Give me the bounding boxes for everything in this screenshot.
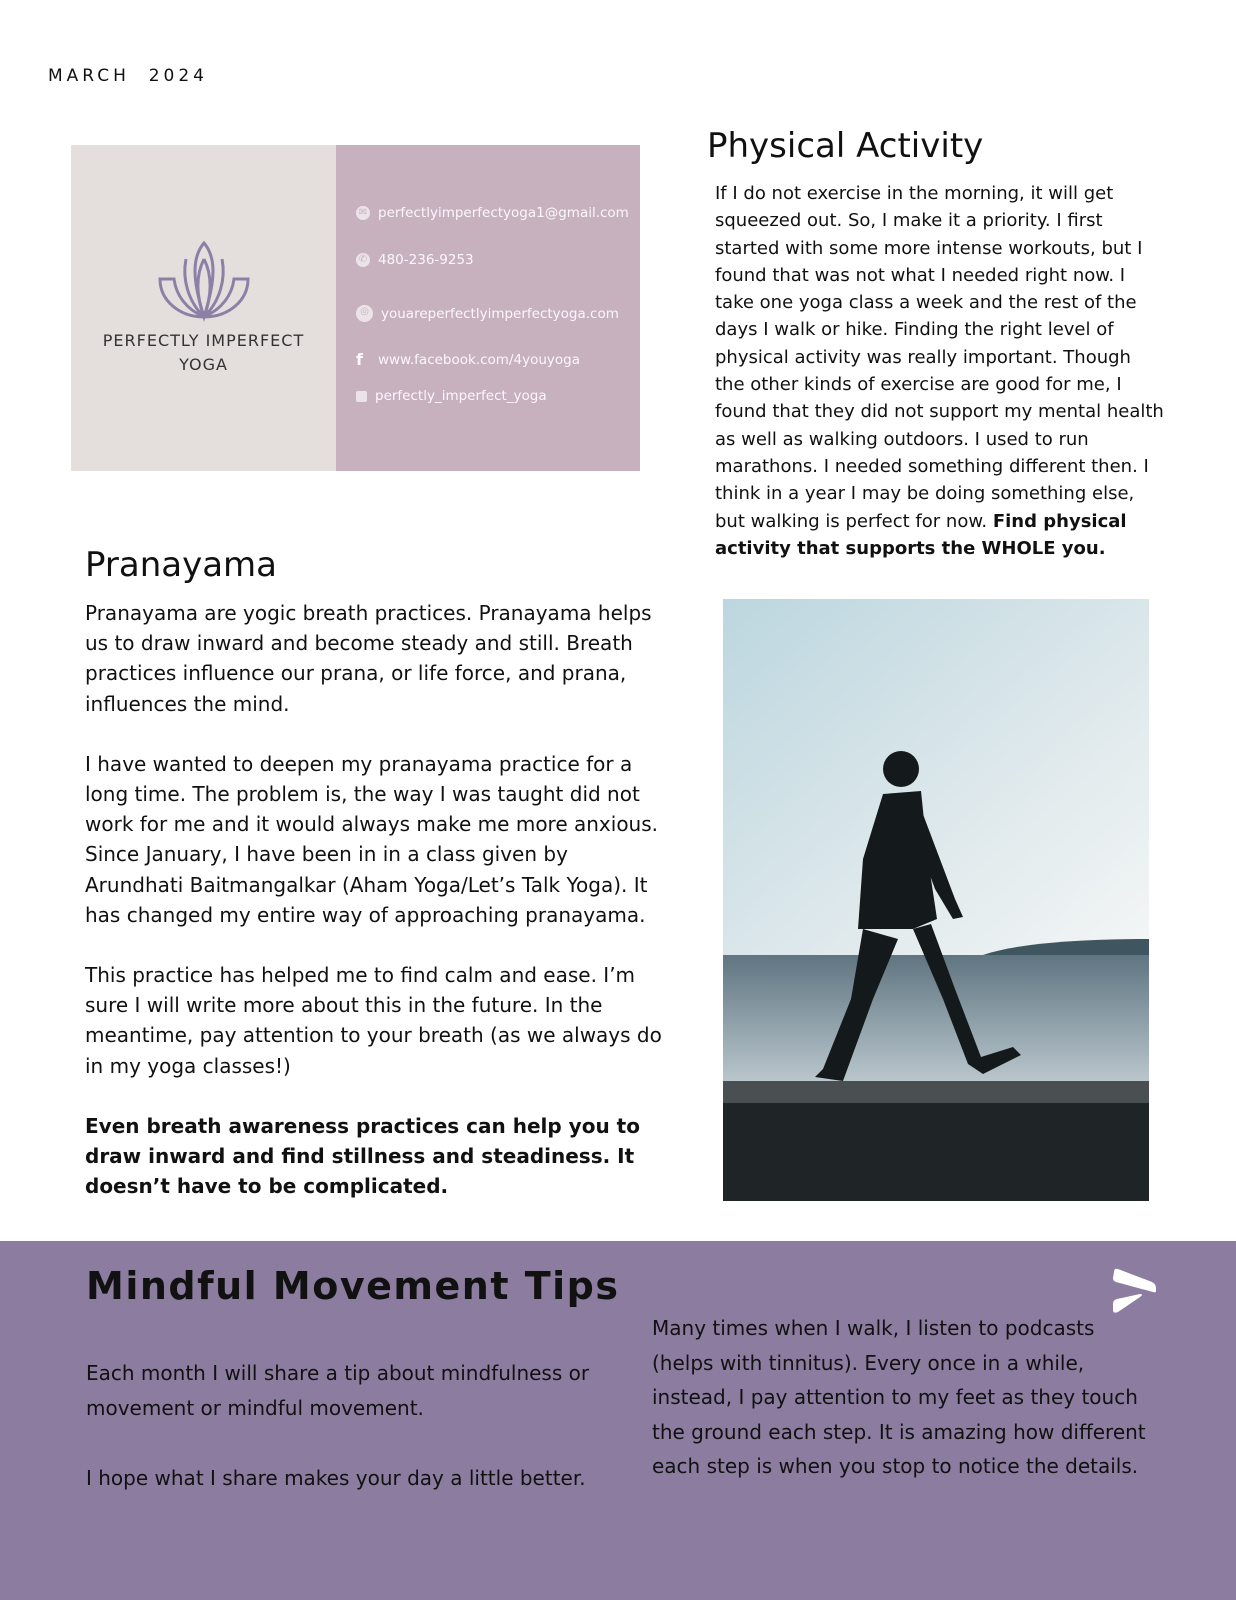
- facebook-text: www.facebook.com/4youyoga: [378, 351, 580, 368]
- pranayama-paragraph: Pranayama are yogic breath practices. Pranayama helps us to draw inward and become steady and still. Breath practices influence our prana, or life force, and prana, influences the mind.: [85, 601, 652, 716]
- tips-intro-paragraph: Each month I will share a tip about mindfulness or movement or mindful movement.: [86, 1361, 590, 1420]
- issue-date: MARCH 2024: [48, 66, 208, 86]
- brand-name-line2: YOGA: [179, 355, 228, 374]
- brand-name-line1: PERFECTLY IMPERFECT: [102, 331, 305, 350]
- card-brand-panel: [71, 145, 336, 471]
- tips-intro: [86, 1356, 626, 1531]
- contact-phone: [356, 252, 474, 268]
- pranayama-paragraph: I have wanted to deepen my pranayama practice for a long time. The problem is, the way I was taught did not work for me and it would always make me more anxious. Since January, I have been in in a class given by Arundhati Baitmangalkar (Aham Yoga/Let’s Talk Yoga). It has changed my entire way of approaching pranayama.: [85, 751, 659, 927]
- instagram-icon: [356, 391, 367, 402]
- email-text: perfectlyimperfectyoga1@gmail.com: [378, 205, 629, 221]
- website-text: youareperfectlyimperfectyoga.com: [381, 305, 619, 322]
- physical-activity-highlight: Find physical activity that supports the WHOLE you.: [715, 510, 1127, 559]
- pranayama-title: Pranayama: [85, 545, 278, 585]
- instagram-text: perfectly_imperfect_yoga: [375, 388, 547, 404]
- play-arrow-logo-icon: [1110, 1268, 1158, 1314]
- physical-activity-body: [715, 180, 1165, 562]
- phone-text: 480-236-9253: [378, 252, 474, 268]
- business-card: [71, 145, 640, 471]
- pranayama-paragraph: This practice has helped me to find calm and ease. I’m sure I will write more about this in the future. In the meantime, pay attention to your breath (as we always do in my yoga classes!): [85, 963, 662, 1078]
- pranayama-body: [85, 598, 665, 1231]
- lotus-logo-icon: [156, 239, 252, 323]
- contact-email: [356, 205, 629, 221]
- contact-instagram: [356, 388, 547, 404]
- phone-icon: ✆: [356, 253, 370, 267]
- card-contact-panel: [336, 145, 640, 471]
- contact-website: [356, 305, 619, 322]
- tips-intro-paragraph: I hope what I share makes your day a little better.: [86, 1466, 586, 1490]
- walking-photo: [723, 599, 1149, 1201]
- physical-activity-title: Physical Activity: [707, 126, 984, 166]
- physical-activity-text: If I do not exercise in the morning, it will get squeezed out. So, I make it a priority. I first started with some more intense workouts, but I found that was not what I needed right now. I take one yoga class a week and the rest of the days I walk or hike. Finding the right level of physical activity was really important. Though the other kinds of exercise are good for me, I found that they did not support my mental health as well as walking outdoors. I used to run marathons. I needed something different then. I think in a year I may be doing something else, but walking is perfect for now.: [715, 183, 1164, 532]
- pranayama-highlight: Even breath awareness practices can help you to draw inward and find stillness and steadiness. It doesn’t have to be complicated.: [85, 1113, 640, 1199]
- globe-icon: ◎: [356, 305, 373, 322]
- tips-title: Mindful Movement Tips: [86, 1264, 620, 1308]
- contact-facebook: [356, 350, 580, 369]
- facebook-icon: f: [356, 350, 363, 369]
- tip-of-month: Many times when I walk, I listen to podcasts (helps with tinnitus). Every once in a while, instead, I pay attention to my feet as they touch the ground each step. It is amazing how different each step is when you stop to notice the details.: [652, 1316, 1146, 1479]
- email-icon: ✉: [356, 206, 370, 220]
